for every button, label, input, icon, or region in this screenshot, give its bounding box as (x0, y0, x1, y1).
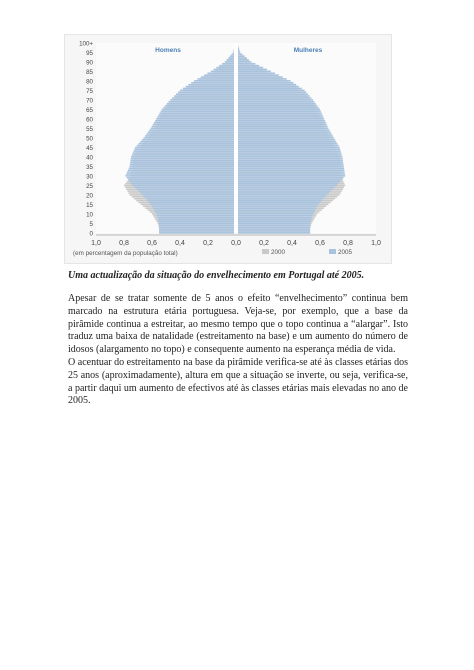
bar-women-2005-age-43 (238, 150, 341, 152)
x-tick-label: 0,2 (259, 240, 269, 247)
bar-women-2005-age-94 (238, 53, 242, 55)
bar-women-2005-age-0 (238, 232, 310, 234)
legend-label-2005: 2005 (338, 249, 353, 256)
population-pyramid-chart (64, 34, 392, 264)
bar-women-2005-age-41 (238, 154, 342, 156)
bar-women-2005-age-5 (238, 223, 310, 225)
bar-women-2005-age-27 (238, 181, 340, 183)
bar-men-2005-age-4 (159, 224, 234, 226)
bar-women-2005-age-44 (238, 148, 340, 150)
bar-men-2005-age-6 (158, 221, 234, 223)
bar-men-2005-age-35 (130, 166, 234, 168)
bar-women-2005-age-40 (238, 156, 342, 158)
bar-men-2005-age-10 (156, 213, 234, 215)
bar-women-2005-age-52 (238, 133, 332, 135)
y-tick-label: 20 (86, 192, 93, 200)
bar-women-2005-age-78 (238, 84, 296, 86)
bar-women-2005-age-17 (238, 200, 322, 202)
bar-women-2005-age-79 (238, 82, 293, 84)
bar-men-2005-age-57 (153, 124, 234, 126)
bar-women-2005-age-91 (238, 59, 249, 61)
bar-women-2005-age-76 (238, 88, 302, 90)
bar-women-2005-age-72 (238, 95, 310, 97)
bar-men-2005-age-64 (161, 110, 234, 112)
y-tick-label: 5 (89, 221, 93, 228)
bar-men-2005-age-13 (153, 207, 234, 209)
bar-women-2005-age-2 (238, 228, 310, 230)
bar-men-2005-age-93 (230, 55, 234, 57)
bar-men-2005-age-36 (130, 164, 234, 166)
bar-women-2005-age-3 (238, 226, 310, 228)
bar-men-2005-age-55 (151, 128, 234, 130)
bar-women-2005-age-19 (238, 196, 325, 198)
bar-women-2005-age-82 (238, 76, 283, 78)
y-tick-label: 100+ (79, 40, 93, 48)
bar-men-2005-age-29 (127, 177, 234, 179)
bar-men-2005-age-92 (228, 57, 234, 59)
bar-men-2005-age-63 (160, 112, 234, 114)
bar-men-2005-age-65 (162, 109, 234, 111)
bar-men-2005-age-19 (144, 196, 234, 198)
bar-women-2005-age-11 (238, 211, 314, 213)
bar-women-2005-age-14 (238, 205, 317, 207)
paragraph-2: O acentuar do estreitamento na base da pirâmide verifica-se até às classes etárias dos 25 anos (aproximadamente), altura em que a situação se inverte, ou seja, verifica-se, a partir daqui um aumento de efectivos até às classes etárias mais elevadas no ano de 2005. (68, 357, 408, 407)
bar-men-2005-age-45 (135, 147, 234, 149)
pyramid-svg (65, 35, 391, 263)
men-side-label: Homens (155, 47, 181, 54)
y-tick-label: 75 (86, 88, 93, 95)
bar-men-2005-age-49 (142, 139, 234, 141)
bar-men-2005-age-79 (191, 82, 234, 84)
bar-men-2005-age-90 (225, 61, 234, 63)
bar-men-2005-age-58 (154, 122, 234, 124)
bar-men-2005-age-73 (176, 93, 234, 95)
y-tick-label: 30 (86, 173, 93, 181)
x-tick-label: 0,4 (287, 240, 297, 247)
bar-women-2005-age-28 (238, 179, 342, 181)
bar-women-2005-age-61 (238, 116, 323, 118)
bar-women-2005-age-1 (238, 230, 310, 232)
bar-women-2005-age-9 (238, 215, 312, 217)
bar-men-2005-age-75 (180, 90, 234, 92)
bar-men-2005-age-82 (201, 76, 234, 78)
bar-men-2005-age-62 (158, 114, 234, 116)
bar-women-2005-age-49 (238, 139, 335, 141)
bar-men-2005-age-32 (127, 171, 234, 173)
x-tick-label: 0,6 (147, 240, 157, 247)
women-side-label: Mulheres (293, 47, 323, 54)
bar-women-2005-age-66 (238, 107, 319, 109)
bar-men-2005-age-1 (159, 230, 234, 232)
bar-women-2005-age-84 (238, 72, 275, 74)
bar-women-2005-age-39 (238, 158, 343, 160)
bar-women-2005-age-47 (238, 143, 337, 145)
bar-men-2005-age-77 (186, 86, 234, 88)
legend-swatch-2005 (329, 249, 336, 254)
bar-men-2005-age-5 (159, 223, 234, 225)
bar-men-2005-age-48 (140, 141, 234, 143)
bar-women-2005-age-63 (238, 112, 322, 114)
bar-women-2005-age-96 (238, 50, 240, 52)
bar-women-2005-age-83 (238, 74, 279, 76)
bar-women-2005-age-68 (238, 103, 316, 105)
bar-women-2005-age-35 (238, 166, 344, 168)
bar-men-2005-age-84 (207, 72, 234, 74)
legend-label-2000: 2000 (271, 249, 286, 256)
bar-women-2005-age-90 (238, 61, 251, 63)
bar-men-2005-age-68 (167, 103, 234, 105)
bar-men-2005-age-89 (222, 63, 234, 65)
bar-men-2005-age-27 (130, 181, 234, 183)
bar-women-2005-age-58 (238, 122, 326, 124)
bar-men-2005-age-91 (226, 59, 234, 61)
bar-women-2005-age-51 (238, 135, 333, 137)
bar-men-2005-age-81 (197, 78, 234, 80)
bar-women-2005-age-93 (238, 55, 245, 57)
bar-women-2005-age-34 (238, 167, 344, 169)
x-tick-label: 1,0 (371, 240, 381, 247)
bar-women-2005-age-20 (238, 194, 327, 196)
bar-women-2005-age-30 (238, 175, 345, 177)
bar-women-2005-age-92 (238, 57, 247, 59)
x-tick-label: 0,2 (203, 240, 213, 247)
bar-men-2005-age-17 (147, 200, 234, 202)
bar-women-2005-age-62 (238, 114, 323, 116)
bar-women-2005-age-18 (238, 198, 324, 200)
center-divider (234, 43, 238, 233)
bar-women-2005-age-59 (238, 120, 325, 122)
bar-men-2005-age-94 (232, 53, 234, 55)
bar-women-2005-age-71 (238, 97, 311, 99)
bar-men-2005-age-47 (139, 143, 234, 145)
y-tick-label: 65 (86, 107, 93, 114)
bar-women-2005-age-10 (238, 213, 313, 215)
bar-men-2005-age-37 (130, 162, 234, 164)
bar-women-2005-age-45 (238, 147, 340, 149)
bar-women-2005-age-67 (238, 105, 317, 107)
bar-men-2005-age-56 (152, 126, 234, 128)
paragraph-1: Apesar de se tratar somente de 5 anos o efeito “envelhecimento” continua bem marcado na estrutura etária portuguesa. Veja-se, por exemplo, que a base da pirâmide continua a estreitar, ao mesmo tempo que o topo continua a “alargar”. Isto traduz uma baixa de natalidade (estreitamento na base) e um aumento do número de idosos (alargamento no topo) e consequente aumento na esperança média de vida. (68, 293, 408, 356)
bar-men-2005-age-20 (142, 194, 234, 196)
bar-men-2005-age-44 (134, 148, 234, 150)
bar-women-2005-age-16 (238, 202, 320, 204)
bar-women-2005-age-4 (238, 224, 310, 226)
bar-women-2005-age-86 (238, 69, 267, 71)
y-tick-label: 15 (86, 202, 93, 209)
y-tick-label: 35 (86, 164, 93, 171)
bar-men-2005-age-12 (154, 209, 234, 211)
bar-women-2005-age-54 (238, 129, 330, 131)
bar-women-2005-age-21 (238, 192, 329, 194)
bar-men-2005-age-52 (146, 133, 234, 135)
bar-women-2005-age-50 (238, 137, 334, 139)
bar-women-2005-age-53 (238, 131, 331, 133)
bar-men-2005-age-11 (155, 211, 234, 213)
bar-men-2005-age-87 (216, 67, 234, 69)
bar-men-2005-age-41 (132, 154, 234, 156)
y-tick-label: 90 (86, 59, 93, 67)
bar-women-2005-age-26 (238, 183, 338, 185)
bar-women-2005-age-69 (238, 101, 314, 103)
bar-men-2005-age-7 (158, 219, 234, 221)
bar-women-2005-age-74 (238, 91, 306, 93)
bar-men-2005-age-0 (159, 232, 234, 234)
bar-men-2005-age-59 (155, 120, 234, 122)
bar-men-2005-age-54 (149, 129, 234, 131)
bar-men-2005-age-25 (132, 185, 234, 187)
y-tick-label: 70 (86, 97, 93, 105)
bar-men-2005-age-40 (131, 156, 234, 158)
x-tick-label: 0,4 (175, 240, 185, 247)
bar-men-2005-age-67 (165, 105, 234, 107)
bar-men-2005-age-51 (145, 135, 234, 137)
x-tick-label: 0,8 (343, 240, 353, 247)
bar-women-2005-age-32 (238, 171, 345, 173)
bar-men-2005-age-24 (134, 186, 234, 188)
bar-men-2005-age-88 (219, 65, 234, 67)
bar-women-2005-age-81 (238, 78, 287, 80)
bar-men-2005-age-80 (194, 80, 234, 82)
bar-women-2005-age-7 (238, 219, 311, 221)
bar-women-2005-age-6 (238, 221, 311, 223)
bar-women-2005-age-29 (238, 177, 344, 179)
bar-women-2005-age-73 (238, 93, 308, 95)
bar-men-2005-age-22 (138, 190, 234, 192)
bar-men-2005-age-46 (137, 145, 234, 147)
bar-men-2005-age-43 (134, 150, 234, 152)
bar-women-2005-age-13 (238, 207, 316, 209)
y-tick-label: 40 (86, 154, 93, 162)
bar-women-2005-age-88 (238, 65, 259, 67)
bar-men-2005-age-69 (169, 101, 234, 103)
bar-men-2005-age-31 (126, 173, 234, 175)
bar-men-2005-age-42 (133, 152, 234, 154)
bar-women-2005-age-77 (238, 86, 299, 88)
bar-men-2005-age-71 (172, 97, 234, 99)
bar-women-2005-age-55 (238, 128, 328, 130)
bar-women-2005-age-89 (238, 63, 255, 65)
bar-women-2005-age-31 (238, 173, 345, 175)
bar-men-2005-age-76 (183, 88, 234, 90)
bar-men-2005-age-72 (174, 95, 234, 97)
bar-men-2005-age-39 (131, 158, 234, 160)
bar-women-2005-age-97 (238, 48, 239, 50)
bar-men-2005-age-9 (157, 215, 234, 217)
bar-men-2005-age-95 (233, 52, 234, 54)
bar-men-2005-age-60 (156, 118, 234, 120)
bar-men-2005-age-61 (157, 116, 234, 118)
bar-men-2005-age-16 (149, 202, 234, 204)
bar-men-2005-age-15 (151, 204, 234, 206)
bar-men-2005-age-2 (159, 228, 234, 230)
bar-men-2005-age-28 (128, 179, 234, 181)
bar-men-2005-age-14 (152, 205, 234, 207)
bar-women-2005-age-23 (238, 188, 333, 190)
bar-women-2005-age-80 (238, 80, 291, 82)
bar-women-2005-age-95 (238, 52, 240, 54)
y-tick-label: 0 (89, 230, 93, 238)
y-tick-label: 45 (86, 145, 93, 152)
bar-men-2005-age-33 (128, 169, 234, 171)
y-tick-label: 50 (86, 135, 93, 143)
bar-women-2005-age-56 (238, 126, 328, 128)
y-tick-label: 60 (86, 116, 93, 124)
x-tick-label: 0,0 (231, 240, 241, 247)
bar-women-2005-age-57 (238, 124, 327, 126)
bar-men-2005-age-38 (130, 160, 234, 162)
bar-women-2005-age-36 (238, 164, 344, 166)
bar-women-2005-age-70 (238, 99, 313, 101)
x-tick-label: 0,8 (119, 240, 129, 247)
bar-women-2005-age-38 (238, 160, 343, 162)
bar-men-2005-age-74 (178, 91, 234, 93)
bar-men-2005-age-34 (129, 167, 234, 169)
bar-men-2005-age-18 (146, 198, 234, 200)
bar-women-2005-age-37 (238, 162, 343, 164)
y-tick-label: 95 (86, 50, 93, 57)
bar-men-2005-age-8 (157, 217, 234, 219)
figure-caption: Uma actualização da situação do envelhecimento em Portugal até 2005. (68, 270, 365, 281)
bar-men-2005-age-23 (136, 188, 234, 190)
bar-women-2005-age-22 (238, 190, 331, 192)
y-tick-label: 25 (86, 183, 93, 190)
x-tick-label: 1,0 (91, 240, 101, 247)
bar-women-2005-age-12 (238, 209, 315, 211)
y-tick-label: 10 (86, 211, 93, 219)
bar-men-2005-age-50 (144, 137, 234, 139)
bar-women-2005-age-33 (238, 169, 344, 171)
x-axis-label: (em percentagem da população total) (73, 250, 178, 257)
y-tick-label: 85 (86, 69, 93, 76)
bar-men-2005-age-86 (214, 69, 234, 71)
bar-men-2005-age-70 (170, 99, 234, 101)
bar-women-2005-age-65 (238, 109, 320, 111)
bar-men-2005-age-78 (188, 84, 234, 86)
bar-men-2005-age-30 (125, 175, 234, 177)
bar-men-2005-age-3 (159, 226, 234, 228)
x-tick-label: 0,6 (315, 240, 325, 247)
bar-women-2005-age-46 (238, 145, 338, 147)
bar-women-2005-age-48 (238, 141, 336, 143)
bar-women-2005-age-75 (238, 90, 305, 92)
bar-women-2005-age-87 (238, 67, 263, 69)
bar-women-2005-age-15 (238, 204, 319, 206)
bar-women-2005-age-25 (238, 185, 337, 187)
bar-women-2005-age-64 (238, 110, 321, 112)
legend-swatch-2000 (262, 249, 269, 254)
bar-women-2005-age-24 (238, 186, 335, 188)
y-tick-label: 55 (86, 126, 93, 133)
bar-men-2005-age-66 (163, 107, 234, 109)
bar-women-2005-age-42 (238, 152, 341, 154)
bar-men-2005-age-53 (148, 131, 234, 133)
bar-women-2005-age-60 (238, 118, 324, 120)
bar-men-2005-age-26 (131, 183, 234, 185)
bar-women-2005-age-85 (238, 71, 271, 73)
bar-men-2005-age-85 (211, 71, 234, 73)
bar-men-2005-age-83 (204, 74, 234, 76)
bar-men-2005-age-21 (140, 192, 234, 194)
bar-women-2005-age-8 (238, 217, 312, 219)
y-tick-label: 80 (86, 78, 93, 86)
